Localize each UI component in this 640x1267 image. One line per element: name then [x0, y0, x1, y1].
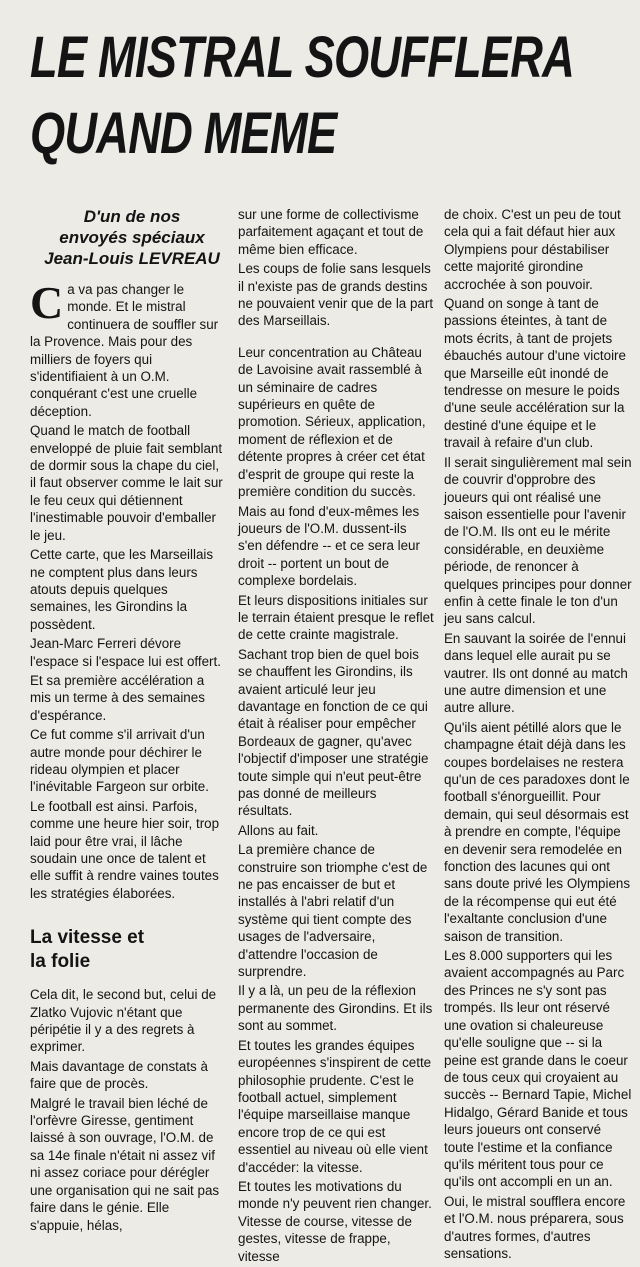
byline-line-1: D'un de nos: [83, 207, 181, 226]
article-column-3: [444, 206, 634, 1264]
paragraph: sur une forme de collectivisme parfaitement agaçant et tout de même bien efficace.: [238, 207, 424, 257]
paragraph: Sachant trop bien de quel bois se chauffent les Girondins, ils avaient articulé leur jeu davantage en fonction de ce qui était à réaliser pour empêcher Bordeaux de gagner, qu'avec l'objectif d'imposer une stratégie toute simple qui n'eut peut-être pas donné de meilleurs résultats.: [238, 646, 429, 819]
byline-line-2: envoyés spéciaux: [59, 228, 205, 247]
paragraph: Jean-Marc Ferreri dévore l'espace si l'espace lui est offert.: [30, 636, 221, 669]
paragraph: de choix. C'est un peu de tout cela qui a fait défaut hier aux Olympiens pour déstabiliser cette majorité girondine accrochée à son pouvoir.: [444, 207, 621, 292]
subheading-line-2: la folie: [30, 951, 91, 973]
headline-line-2: QUAND MEME: [30, 101, 337, 166]
paragraph: Oui, le mistral soufflera encore et l'O.M. nous préparera, sous d'autres formes, d'autres sensations.: [444, 1193, 626, 1261]
paragraph: Les 8.000 supporters qui les avaient accompagnés au Parc des Princes ne s'y sont pas trompés. Ils leur ont réservé une ovation si chaleureuse qu'elle souligne que -- si la peine est grande dans le coeur de tous ceux qui croyaient au succès -- Bernard Tapie, Michel Hidalgo, Gérard Banide et tous leurs joueurs ont conservé toute l'estime et la confiance qu'ils méritent tous pour ce qu'ils ont accompli en un an.: [444, 948, 632, 1190]
paragraph: Et toutes les grandes équipes européennes s'inspirent de cette philosophie prudente. C'est le football actuel, simplement l'équipe marseillaise manque encore trop de ce qui est essentiel au niveau où elle vient d'accéder: la vitesse.: [238, 1037, 432, 1175]
byline: [30, 206, 226, 269]
paragraph: Il y a là, un peu de la réflexion permanente des Girondins. Et ils sont au sommet.: [238, 983, 433, 1034]
paragraph: Et toutes les motivations du monde n'y peuvent rien changer. Vitesse de course, vitesse de gestes, vitesse de frappe, vitesse: [238, 1178, 432, 1264]
subheading-line-1: La vitesse et: [30, 927, 145, 949]
paragraph: Il serait singulièrement mal sein de couvrir d'opprobre des joueurs qui ont réalisé une saison essentielle pour l'avenir de l'O.M. Ils ont eu le mérite considérable, en deuxième période, de renoncer à quelques principes pour donner enfin à cette finale le ton d'un jeu sans calcul.: [444, 454, 632, 627]
paragraph: La première chance de construire son triomphe c'est de ne pas encaisser de but et installés à l'abri relatif d'un système qui tient compte des usages de l'adversaire, d'attendre l'occasion de surprendre.: [238, 842, 428, 980]
paragraph: Et leurs dispositions initiales sur le terrain étaient presque le reflet de cette crainte magistrale.: [238, 592, 434, 643]
paragraph: Qu'ils aient pétillé alors que le champagne était déjà dans les coupes bordelaises ne restera qu'un de ces paradoxes dont le football s'énorgueillit. Pour demain, qui seul désormais est à prendre en compte, l'équipe en devenir sera remodelée en fonction des lacunes qui ont sans doute privé les Olympiens de la récompense qui eut été l'exaltante conclusion d'une saison de transition.: [444, 719, 631, 944]
paragraph: [30, 277, 226, 420]
paragraph: Cette carte, que les Marseillais ne comptent plus dans leurs atouts depuis quelques semaines, les Girondins la possèdent.: [30, 547, 214, 632]
paragraph: Et sa première accélération a mis un terme à des semaines d'espérance.: [30, 672, 205, 723]
paragraph: Mais davantage de constats à faire que de procès.: [30, 1058, 208, 1092]
paragraph: Mais au fond d'eux-mêmes les joueurs de l'O.M. dussent-ils s'en défendre -- et ce sera leur droit -- portent un bout de complexe bordelais.: [238, 503, 420, 589]
paragraph: Quand le match de football enveloppé de pluie fait semblant de dormir sous la chape du ciel, il faut observer comme le lait sur le feu ceux qui détiennent l'inestimable pouvoir d'emballer le jeu.: [30, 423, 223, 543]
paragraph: Les coups de folie sans lesquels il n'existe pas de grands destins ne pouvaient venir que de la part des Marseillais.: [238, 261, 434, 329]
byline-author: Jean-Louis LEVREAU: [44, 249, 220, 268]
drop-cap: C: [30, 277, 64, 328]
paragraph: Allons au fait.: [238, 822, 319, 838]
subheading: [30, 926, 226, 974]
paragraph: Leur concentration au Château de Lavoisine avait rassemblé à un séminaire de cadres supérieurs en quête de promotion. Sérieux, application, moment de réflexion et de détente propres à créer cet état d'esprit de groupe qui reste la première condition du succès.: [238, 344, 426, 500]
paragraph: Ce fut comme s'il arrivait d'un autre monde pour déchirer le rideau olympien et placer l'inévitable Fargeon sur orbite.: [30, 727, 209, 795]
article-column-2: [238, 206, 434, 1267]
paragraph: En sauvant la soirée de l'ennui dans lequel elle aurait pu se vautrer. Ils ont donné au match une autre dimension et une autre allure.: [444, 630, 628, 716]
paragraph: Cela dit, le second but, celui de Zlatko Vujovic n'étant que péripétie il y a des regrets à exprimer.: [30, 987, 217, 1055]
paragraph: Quand on songe à tant de passions éteintes, à tant de mots écrits, à tant de projets ébauchés autour d'une victoire que Marseille eût inondé de tendresse on mesure le poids d'une seule accélération sur la destiné d'une équipe et le travail à refaire d'un club.: [444, 296, 626, 451]
headline: [30, 20, 575, 172]
paragraph-text: a va pas changer le monde. Et le mistral continuera de souffler sur la Provence. Mais pour des milliers de foyers qui s'identifiaient à un O.M. conquérant c'est une cruelle déception.: [30, 282, 219, 419]
article-column-1: [30, 206, 226, 1236]
paragraph: Le football est ainsi. Parfois, comme une heure hier soir, trop laid pour être vrai, il lâche soudain une once de talent et elle suffit à rendre vaines toutes les stratégies élaborées.: [30, 798, 220, 901]
headline-line-1: LE MISTRAL SOUFFLERA: [30, 25, 575, 90]
paragraph: Malgré le travail bien léché de l'orfèvre Giresse, gentiment laissé à son ouvrage, l'O.M. de sa 14e finale n'était ni assez vif ni assez coriace pour dérégler une organisation qui ne sait pas faire dans le génie. Elle s'appuie, hélas,: [30, 1095, 220, 1233]
